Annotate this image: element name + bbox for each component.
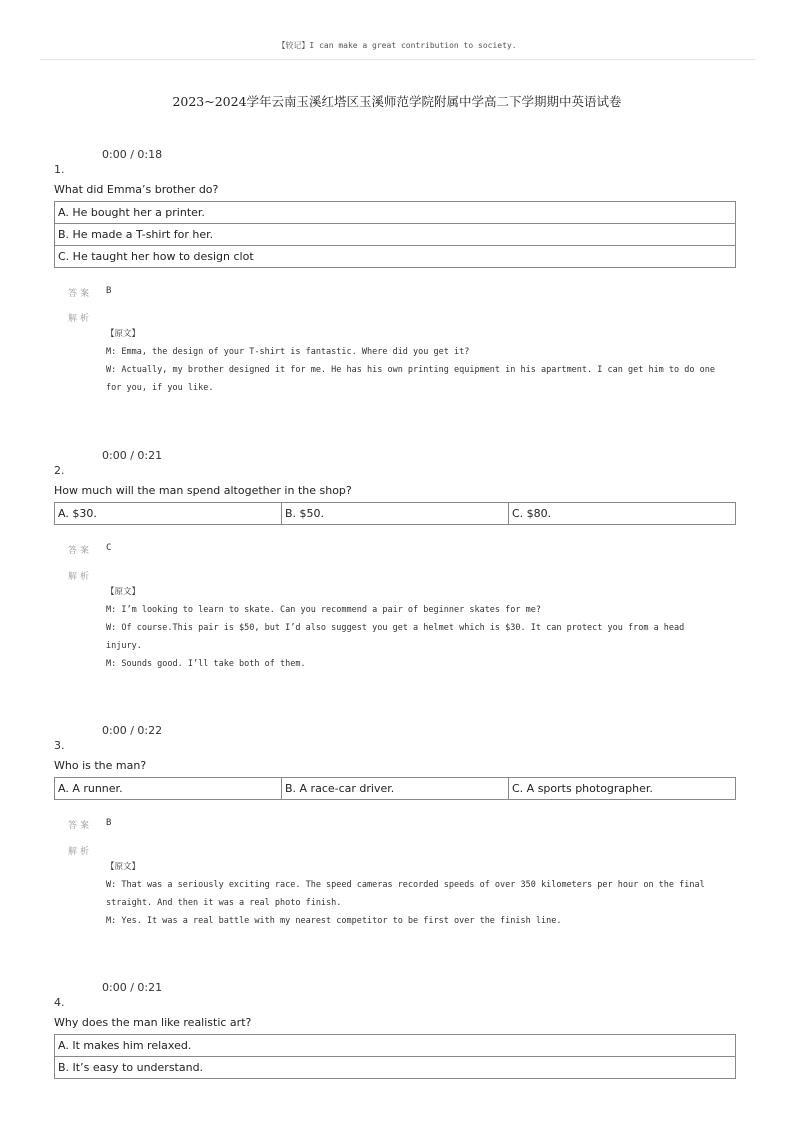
question-number: 4. — [54, 996, 65, 1009]
option-a[interactable]: A. $30. — [58, 507, 97, 520]
transcript — [106, 325, 722, 397]
audio-player-time[interactable]: 0:00 / 0:22 — [102, 724, 163, 737]
option-a[interactable]: A. A runner. — [58, 782, 123, 795]
transcript-line: M: Sounds good. I’ll take both of them. — [106, 659, 306, 669]
question-stem: Who is the man? — [54, 759, 147, 772]
transcript-line: M: Yes. It was a real battle with my nearest competitor to be first over the finish line. — [106, 916, 562, 926]
options-table — [54, 201, 736, 268]
transcript-line: M: I’m looking to learn to skate. Can you recommend a pair of beginner skates for me? — [106, 605, 541, 615]
transcript-tag: 【原文】 — [106, 329, 141, 339]
transcript-line: W: That was a seriously exciting race. The speed cameras recorded speeds of over 350 kilometers per hour on the final straight. And then it was a real photo finish. — [106, 880, 705, 908]
audio-player-time[interactable]: 0:00 / 0:21 — [102, 449, 163, 462]
header-divider — [40, 59, 756, 60]
option-c[interactable]: C. A sports photographer. — [508, 778, 735, 799]
transcript-tag: 【原文】 — [106, 862, 141, 872]
question-number: 1. — [54, 163, 65, 176]
question-number: 2. — [54, 464, 65, 477]
question-stem: What did Emma’s brother do? — [54, 183, 219, 196]
option-c[interactable]: C. $80. — [508, 503, 735, 524]
options-table — [54, 502, 736, 525]
explanation-label: 解析 — [68, 314, 93, 324]
audio-player-time[interactable]: 0:00 / 0:18 — [102, 148, 163, 161]
answer-label: 答案 — [68, 546, 93, 556]
page-header: 【较记】I can make a great contribution to society. — [277, 41, 517, 50]
option-b[interactable]: B. $50. — [281, 503, 508, 524]
answer-value: B — [106, 286, 112, 296]
transcript-line: M: Emma, the design of your T-shirt is fantastic. Where did you get it? — [106, 347, 470, 357]
page-title: 2023~2024学年云南玉溪红塔区玉溪师范学院附属中学高二下学期期中英语试卷 — [172, 94, 622, 109]
options-table — [54, 777, 736, 800]
explanation-label: 解析 — [68, 572, 93, 582]
transcript-tag: 【原文】 — [106, 587, 141, 597]
transcript-line: W: Actually, my brother designed it for me. He has his own printing equipment in his apartment. I can get him to do one for you, if you like. — [106, 365, 715, 393]
option-b[interactable]: B. A race-car driver. — [281, 778, 508, 799]
question-stem: How much will the man spend altogether in the shop? — [54, 484, 352, 497]
question-number: 3. — [54, 739, 65, 752]
answer-value: B — [106, 818, 112, 828]
option-b[interactable]: B. It’s easy to understand. — [58, 1061, 204, 1074]
option-c[interactable]: C. He taught her how to design clot — [58, 250, 254, 263]
option-a[interactable]: A. He bought her a printer. — [58, 206, 205, 219]
options-table — [54, 1034, 736, 1079]
transcript — [106, 858, 722, 930]
answer-label: 答案 — [68, 289, 93, 299]
transcript-line: W: Of course.This pair is $50, but I’d also suggest you get a helmet which is $30. It can protect you from a head injury. — [106, 623, 685, 651]
question-stem: Why does the man like realistic art? — [54, 1016, 252, 1029]
option-b[interactable]: B. He made a T-shirt for her. — [58, 228, 214, 241]
answer-value: C — [106, 543, 112, 553]
answer-label: 答案 — [68, 821, 93, 831]
audio-player-time[interactable]: 0:00 / 0:21 — [102, 981, 163, 994]
explanation-label: 解析 — [68, 847, 93, 857]
option-a[interactable]: A. It makes him relaxed. — [58, 1039, 192, 1052]
transcript — [106, 583, 722, 673]
